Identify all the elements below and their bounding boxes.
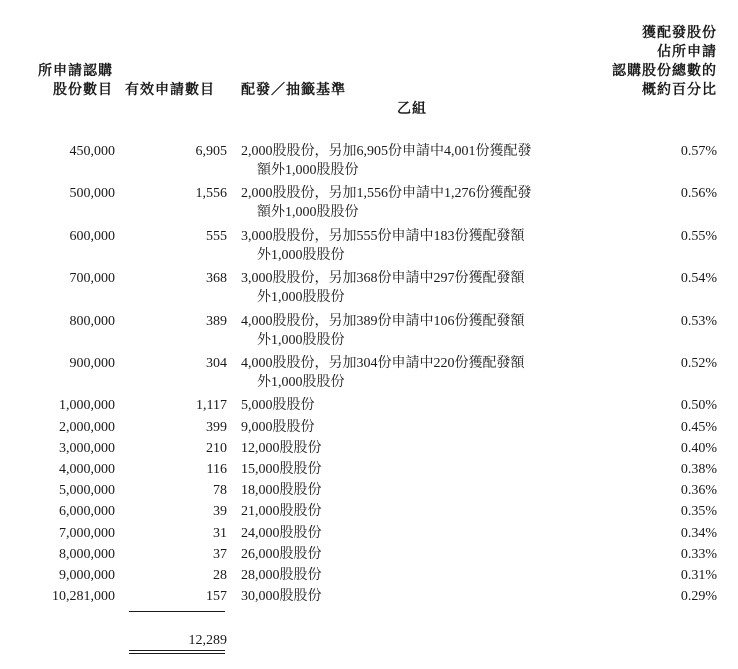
shares-applied-cell: 10,281,000: [52, 589, 115, 605]
header-approx-percentage: [612, 24, 717, 100]
shares-applied-cell: 7,000,000: [59, 525, 115, 541]
header-line: 股份數目: [53, 82, 113, 98]
allotment-basis-cell: [241, 460, 591, 479]
shares-applied-cell: 3,000,000: [59, 440, 115, 456]
applications-cell: 1,117: [196, 398, 227, 414]
shares-applied-cell: 600,000: [69, 228, 115, 244]
basis-line: 15,000股股份: [241, 462, 322, 477]
percentage-cell: 0.34%: [680, 525, 717, 541]
percentage-cell: 0.36%: [680, 483, 717, 499]
applications-cell: 157: [206, 589, 227, 605]
basis-line: 額外1,000股股份: [257, 163, 359, 178]
percentage-cell: 0.29%: [680, 589, 717, 605]
shares-applied-cell: 4,000,000: [59, 462, 115, 477]
percentage-cell: 0.57%: [680, 144, 717, 159]
shares-applied-cell: 6,000,000: [59, 504, 115, 520]
allotment-basis-cell: [241, 545, 591, 564]
percentage-cell: 0.55%: [680, 228, 717, 244]
percentage-cell: 0.38%: [680, 462, 717, 477]
shares-applied-cell: 9,000,000: [59, 568, 115, 583]
basis-line: 2,000股股份，另加1,556份申請中1,276份獲配發: [241, 186, 532, 202]
percentage-cell: 0.35%: [680, 504, 717, 520]
allotment-basis-cell: [241, 396, 591, 415]
percentage-cell: 0.50%: [680, 398, 717, 414]
subtotal-rule: [129, 611, 225, 612]
basis-line: 外1,000股股份: [257, 290, 345, 306]
header-line: 概約百分比: [642, 82, 717, 98]
basis-line: 4,000股股份，另加389份申請中106份獲配發額: [241, 313, 525, 329]
applications-cell: 28: [213, 568, 227, 583]
applications-cell: 304: [206, 356, 227, 371]
applications-cell: 368: [206, 271, 227, 287]
allotment-basis-cell: [241, 184, 591, 222]
shares-applied-cell: 2,000,000: [59, 419, 115, 435]
percentage-cell: 0.31%: [680, 568, 717, 583]
total-double-rule-top: [129, 650, 225, 651]
basis-line: 外1,000股股份: [257, 375, 345, 390]
basis-line: 12,000股股份: [241, 440, 322, 456]
header-shares-applied: [38, 62, 113, 100]
basis-line: 26,000股股份: [241, 546, 322, 562]
applications-cell: 31: [213, 525, 227, 541]
percentage-cell: 0.53%: [680, 313, 717, 329]
allotment-basis-cell: [241, 481, 591, 500]
allotment-basis-cell: [241, 227, 591, 265]
applications-cell: 389: [206, 313, 227, 329]
applications-cell: 37: [213, 546, 227, 562]
shares-applied-cell: 8,000,000: [59, 546, 115, 562]
applications-cell: 1,556: [195, 186, 227, 202]
allotment-basis-cell: [241, 439, 591, 458]
applications-cell: 399: [206, 419, 227, 435]
allotment-basis-cell: [241, 142, 591, 180]
basis-line: 21,000股股份: [241, 504, 322, 520]
basis-line: 30,000股股份: [241, 589, 322, 605]
header-valid-applications: 有效申請數目: [125, 82, 215, 98]
applications-cell: 6,905: [195, 144, 227, 159]
header-line: 獲配發股份: [642, 25, 717, 41]
applications-cell: 78: [213, 483, 227, 499]
header-allotment-basis: 配發／抽籤基準: [241, 82, 346, 98]
basis-line: 外1,000股股份: [257, 332, 345, 348]
shares-applied-cell: 800,000: [69, 313, 115, 329]
shares-applied-cell: 700,000: [69, 271, 115, 287]
allotment-basis-cell: [241, 587, 591, 606]
basis-line: 24,000股股份: [241, 525, 322, 541]
percentage-cell: 0.52%: [680, 356, 717, 371]
basis-line: 3,000股股份，另加368份申請中297份獲配發額: [241, 271, 525, 287]
allotment-basis-cell: [241, 418, 591, 437]
basis-line: 2,000股股份，另加6,905份申請中4,001份獲配發: [241, 144, 532, 159]
header-line: 所申請認購: [38, 63, 113, 79]
shares-applied-cell: 1,000,000: [59, 398, 115, 414]
applications-cell: 39: [213, 504, 227, 520]
allotment-basis-cell: [241, 354, 591, 392]
allotment-basis-cell: [241, 524, 591, 543]
allotment-basis-cell: [241, 502, 591, 521]
basis-line: 3,000股股份，另加555份申請中183份獲配發額: [241, 228, 525, 244]
shares-applied-cell: 450,000: [69, 144, 115, 159]
total-applications: 12,289: [188, 633, 227, 648]
percentage-cell: 0.33%: [680, 546, 717, 562]
allotment-basis-cell: [241, 566, 591, 585]
percentage-cell: 0.45%: [680, 419, 717, 435]
applications-cell: 116: [206, 462, 227, 477]
header-line: 佔所申請: [657, 44, 717, 60]
applications-cell: 210: [206, 440, 227, 456]
shares-applied-cell: 500,000: [69, 186, 115, 202]
percentage-cell: 0.40%: [680, 440, 717, 456]
shares-applied-cell: 900,000: [69, 356, 115, 371]
group-label: 乙組: [397, 101, 427, 117]
allotment-basis-cell: [241, 312, 591, 350]
basis-line: 5,000股股份: [241, 398, 315, 414]
basis-line: 額外1,000股股份: [257, 205, 359, 221]
total-double-rule-bottom: [129, 653, 225, 654]
allotment-basis-cell: [241, 269, 591, 307]
header-line: 認購股份總數的: [612, 63, 717, 79]
basis-line: 4,000股股份，另加304份申請中220份獲配發額: [241, 356, 525, 371]
percentage-cell: 0.56%: [680, 186, 717, 202]
basis-line: 9,000股股份: [241, 419, 315, 435]
percentage-cell: 0.54%: [680, 271, 717, 287]
applications-cell: 555: [206, 228, 227, 244]
shares-applied-cell: 5,000,000: [59, 483, 115, 499]
basis-line: 外1,000股股份: [257, 247, 345, 263]
basis-line: 28,000股股份: [241, 568, 322, 583]
basis-line: 18,000股股份: [241, 483, 322, 499]
